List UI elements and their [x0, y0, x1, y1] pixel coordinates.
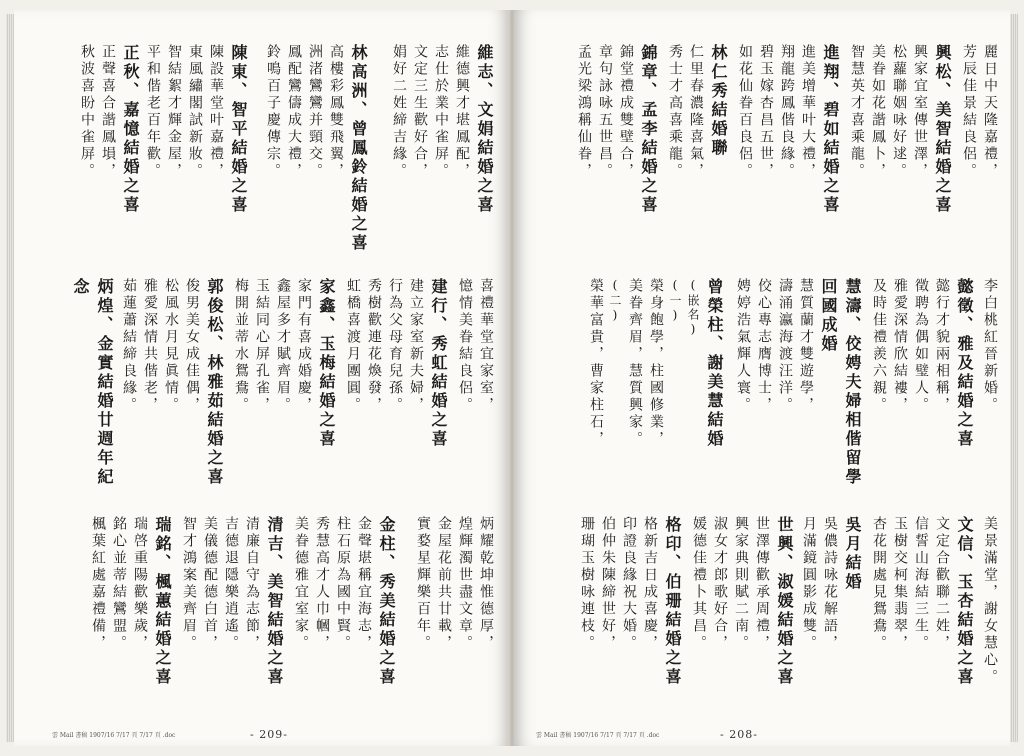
verse-line: 美儀德配德白首， [202, 516, 218, 652]
verse-line: 智才鴻案美齊眉。 [181, 516, 197, 652]
verse-line: 東風繡閣試新妝。 [187, 44, 203, 180]
poem-qingji-meizhi [178, 516, 286, 726]
poem-title: 正秋、嘉憶結婚之喜 [121, 44, 140, 215]
verse-line: 興家宜室傳世澤， [912, 44, 928, 180]
poem-wu-yue [798, 516, 864, 726]
bottom-opening-lines [979, 516, 1000, 726]
page-edge-right [1010, 14, 1018, 742]
verse-line: 娟好二姓締吉緣。 [391, 44, 407, 180]
verse-line: 金屋花前共廿載， [436, 516, 452, 652]
verse-line: 信誓山海結三生。 [913, 516, 929, 652]
verse-line: 芳辰佳景結良侶。 [961, 44, 977, 180]
section-number: (一) [668, 278, 682, 324]
verse-line: 虹橋喜渡月團圓。 [345, 278, 361, 414]
poem-title: 家鑫、玉梅結婚之喜 [317, 278, 336, 449]
verse-line: 濤涌瀛海渡汪洋。 [777, 278, 793, 414]
verse-line: 興家典則賦二南。 [733, 516, 749, 652]
poem-shixing-shuyuan [688, 516, 796, 726]
verse-line: 高樓彩鳳雙飛翼， [328, 44, 344, 180]
verse-line: 平和偕老百年歡。 [145, 44, 161, 180]
print-imprint: 雲 Mail 書稿 1907/16 7/17 頁 7/17 頁 .doc [536, 732, 660, 739]
poem-title: 炳煌、金實結婚廿週年紀念 [71, 278, 114, 487]
verse-line: 李白桃紅晉新婚。 [982, 278, 998, 414]
verse-line: 格新吉日成喜慶， [642, 516, 658, 652]
poem-title: 陳東、智平結婚之喜 [229, 44, 248, 215]
verse-line: 智結絮才輝金屋， [166, 44, 182, 180]
verse-line: 志仕於業中雀屏。 [433, 44, 449, 180]
verse-line: 文定合歡聯二姓， [934, 516, 950, 652]
verse-line: 玉樹交柯集翡翠， [892, 516, 908, 652]
verse-line: 媛德佳禮卜其昌。 [691, 516, 707, 652]
poem-junsong-yaru [118, 278, 226, 493]
verse-line: 清廉自守為志節， [244, 516, 260, 652]
poem-title: 金柱、秀美結婚之喜 [377, 516, 396, 687]
verse-line: 鑫屋多才賦齊眉。 [275, 278, 291, 414]
verse-line: 楓葉紅處嘉禮備， [90, 516, 106, 652]
verse-line: 秀士才高喜乘龍。 [667, 44, 683, 180]
poem-xingsong-meizhi [846, 44, 954, 259]
verse-line: 維德興才堪鳳配， [454, 44, 470, 180]
verse-line: 茹蓮蕭結締良緣。 [121, 278, 137, 414]
verse-line: 及時佳禮羨六親。 [871, 278, 887, 414]
verse-line: 銘心並蒂結鸞盟。 [111, 516, 127, 652]
top-opening-lines [958, 44, 1000, 259]
verse-line: 洲渚鸞鸞并頸交。 [307, 44, 323, 180]
verse-line: 松風水月見眞情。 [163, 278, 179, 414]
print-imprint: 雲 Mail 書稿 1907/16 7/17 頁 7/17 頁 .doc [52, 732, 176, 739]
verse-line: 家門有喜成婚慶， [296, 278, 312, 414]
verse-line: 世澤傳歡承周禮， [754, 516, 770, 652]
poem-title: 建行、秀虹結婚之喜 [429, 278, 448, 449]
poem-title: 進翔、碧如結婚之喜 [821, 44, 840, 215]
verse-line: 月滿鏡圓影成雙。 [801, 516, 817, 652]
verse-line: 秋波喜盼中雀屏。 [79, 44, 95, 180]
verse-line: 美眷德雅宜室家。 [293, 516, 309, 652]
poem-title: 清吉、美智結婚之喜 [265, 516, 284, 687]
verse-line: 雅愛深情共偕老， [142, 278, 158, 414]
verse-line: 松蘿聯姻咏好逑。 [891, 44, 907, 180]
verse-line: 碧玉嫁杏昌五世， [758, 44, 774, 180]
poem-title: 文信、玉杏結婚之喜 [955, 516, 974, 687]
verse-line: 秀樹歡連花煥發， [366, 278, 382, 414]
verse-line: 榮華富貴，曹家柱石， [588, 278, 604, 448]
poem-gaozhou-fengling [262, 44, 370, 259]
verse-line: 喜禮華堂宜家室， [478, 278, 494, 414]
poem-yizheng-yaji [868, 278, 976, 493]
poem-title: 慧濤、佼娉夫婦相偕留學回國成婚 [819, 278, 862, 487]
poem-geyin-boshan [576, 516, 684, 726]
page-number: - 208- [720, 728, 758, 741]
verse-line: 吳儂詩咏花解語， [822, 516, 838, 652]
verse-line: 金聲堪稱宜海志， [356, 516, 372, 652]
verse-line: 慧質蘭才雙遊學， [798, 278, 814, 414]
poem-binghuang-jinshi-verses [412, 516, 496, 726]
verse-line: 淑女才郎歌好合， [712, 516, 728, 652]
verse-line: 梅開並蒂水鴛鴦。 [233, 278, 249, 414]
poem-title: 瑞銘、楓蕙結婚之喜 [153, 516, 172, 687]
verse-line: 建立家室新夫婦， [408, 278, 424, 414]
verse-line: 行為父母育兒孫。 [387, 278, 403, 414]
verse-line: 實婺星輝樂百年。 [415, 516, 431, 652]
verse-line: 憶情美眷結良侶。 [457, 278, 473, 414]
verse-line: 鳳配鸞儔成大禮， [286, 44, 302, 180]
verse-line: 美眷如花諧鳳卜， [870, 44, 886, 180]
poem-title: 林仁秀結婚聯 [709, 44, 728, 158]
poem-title: 維志、文娟結婚之喜 [475, 44, 494, 215]
verse-line: 雅愛深情欣結褸， [892, 278, 908, 414]
middle-opening-lines [979, 278, 1000, 493]
page-edge-left [6, 14, 14, 742]
poem-binghuang-jinshi-title [68, 278, 116, 493]
verse-line: 翔龍跨鳳偕良緣。 [779, 44, 795, 180]
poem-title: 吳月結婚 [843, 516, 862, 592]
poem-ruiming-fenghui [87, 516, 174, 726]
verse-line: 珊瑚玉樹咏連枝。 [579, 516, 595, 652]
poem-title: 林高洲、曾鳳鈴結婚之喜 [349, 44, 368, 253]
verse-line: 智慧英才喜乘龍。 [849, 44, 865, 180]
poem-title: 格印、伯珊結婚之喜 [663, 516, 682, 687]
verse-line: 仁里春濃隆喜氣， [688, 44, 704, 180]
poem-jinzhu-xiumei [290, 516, 398, 726]
poem-title: 錦章、孟李結婚之喜 [639, 44, 658, 215]
verse-line: 麗日中天隆嘉禮， [982, 44, 998, 180]
poem-chendong-zhiping [142, 44, 250, 259]
verse-line: 美眷齊眉，慧質興家。 [627, 278, 643, 448]
left-page [14, 10, 510, 746]
poem-wenxin-yuxing [868, 516, 976, 726]
poem-subtitle: (嵌名) [686, 278, 700, 338]
verse-line: 如花仙眷百良侶。 [737, 44, 753, 180]
verse-line: 榮身飽學，柱國修業， [648, 278, 664, 448]
verse-line: 進美增華叶大禮， [800, 44, 816, 180]
verse-line: 俊男美女成佳偶， [184, 278, 200, 414]
verse-line: 孟光梁鴻稱仙眷， [576, 44, 592, 180]
verse-line: 伯仲朱陳締世好， [600, 516, 616, 652]
poem-huitao-jiaoping [732, 278, 864, 493]
verse-line: 吉德退隱樂逍遙。 [223, 516, 239, 652]
verse-line: 杏花開處見鴛鴦。 [871, 516, 887, 652]
verse-line: 秀慧高才人巾幗， [314, 516, 330, 652]
verse-line: 玉結同心屏孔雀， [254, 278, 270, 414]
verse-line: 炳耀乾坤惟德厚， [478, 516, 494, 652]
verse-line: 瑞啓重陽歡樂歲， [132, 516, 148, 652]
verse-line: 娉婷浩氣輝人寰。 [735, 278, 751, 414]
poem-weizhi-wenjuan [388, 44, 496, 259]
poem-title: 曾榮柱、謝美慧結婚 [705, 278, 724, 449]
verse-line: 柱石原為國中賢。 [335, 516, 351, 652]
poem-lin-renxiu [664, 44, 730, 259]
poem-title: 世興、淑媛結婚之喜 [775, 516, 794, 687]
verse-line: 錦堂禮成雙壁合， [618, 44, 634, 180]
verse-line: 章句詠咏五世昌。 [597, 44, 613, 180]
verse-line: 懿行才貌兩相稱， [934, 278, 950, 414]
verse-line: 佼心專志膺博士， [756, 278, 772, 414]
poem-jinzhang-mengli [573, 44, 660, 259]
verse-line: 鈴鳴百子慶傳宗。 [265, 44, 281, 180]
verse-line: 陳設華堂叶嘉禮， [208, 44, 224, 180]
verse-line: 文定三生歡好合， [412, 44, 428, 180]
poem-jiaxin-yumei [230, 278, 338, 493]
verse-line: 美景滿堂，謝女慧心。 [982, 516, 998, 686]
poem-title: 興松、美智結婚之喜 [933, 44, 952, 215]
verse-line: 徵聘為偶如璧人。 [913, 278, 929, 414]
poem-zhengqiu-jiayi [76, 44, 142, 259]
poem-title: 郭俊松、林雅茹結婚之喜 [205, 278, 224, 487]
poem-jinxiang-biru [734, 44, 842, 259]
poem-jianxing-xiuhong [342, 278, 450, 493]
middle-opening-lines [454, 278, 496, 493]
section-number: (二) [608, 278, 622, 324]
page-number: - 209- [250, 728, 288, 741]
poem-zeng-rongzhu [585, 278, 726, 493]
verse-line: 煌輝濁世盡文章。 [457, 516, 473, 652]
verse-line: 正聲喜合諧鳳塤， [100, 44, 116, 180]
poem-title: 懿徵、雅及結婚之喜 [955, 278, 974, 449]
verse-line: 印證良緣祝大婚。 [621, 516, 637, 652]
right-page [514, 10, 1010, 746]
